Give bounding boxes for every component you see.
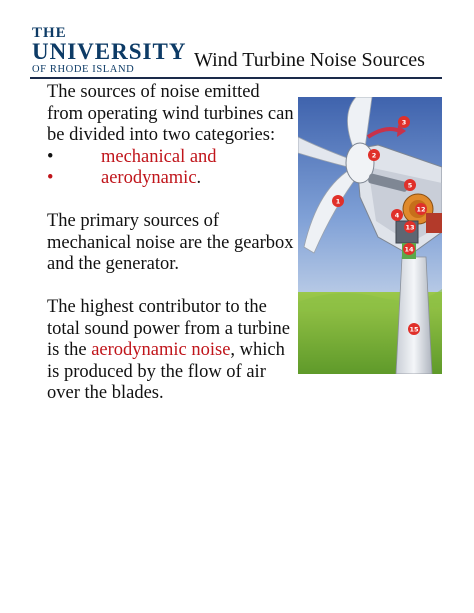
category-aerodynamic: aerodynamic [101, 168, 197, 188]
category-mechanical: mechanical and [101, 146, 217, 167]
para2-line-2: mechanical noise are the gearbox [47, 232, 294, 253]
category-suffix: . [196, 168, 202, 188]
wind-turbine-cutaway-illustration [298, 97, 442, 374]
callout-label: 3 [401, 118, 407, 127]
intro-line-1: The sources of noise emitted [47, 82, 260, 102]
slide-body [47, 82, 299, 405]
intro-line-2: from operating wind turbines can [47, 103, 294, 124]
para2-line-1: The primary sources of [47, 211, 220, 231]
title-divider [30, 77, 442, 79]
para3-line-1: The highest contributor to the [47, 297, 267, 317]
para3-line-2: total sound power from a turbine [47, 318, 291, 339]
logo-line-rhode-island: OF RHODE ISLAND [32, 64, 135, 75]
para3-line-4: is produced by the flow of air [47, 361, 266, 382]
university-logo [32, 25, 187, 78]
para3-line-5: over the blades. [47, 383, 164, 403]
callout-label: 5 [407, 181, 413, 190]
callout-label: 14 [404, 245, 414, 254]
callout-label: 1 [335, 197, 341, 206]
callout-label: 12 [416, 205, 426, 214]
callout-label: 2 [371, 151, 377, 160]
callout-label: 13 [405, 223, 415, 232]
aerodynamic-noise-highlight: aerodynamic noise [91, 340, 231, 360]
para3-prefix: is the [47, 340, 92, 360]
slide-title: Wind Turbine Noise Sources [194, 49, 425, 71]
para3-line-3 [47, 340, 299, 362]
list-item [47, 168, 299, 190]
para3-suffix: , which [230, 340, 285, 360]
callout-label: 15 [409, 325, 419, 334]
list-item [47, 147, 299, 169]
logo-line-the: THE [32, 25, 67, 41]
intro-line-3: be divided into two categories: [47, 125, 276, 145]
turbine-diagram [298, 97, 442, 374]
callout-label: 4 [394, 211, 400, 220]
logo-line-university: UNIVERSITY [32, 39, 187, 64]
bullet-marker: • [47, 168, 54, 188]
para2-line-3: and the generator. [47, 254, 180, 274]
bullet-marker: • [47, 146, 54, 167]
